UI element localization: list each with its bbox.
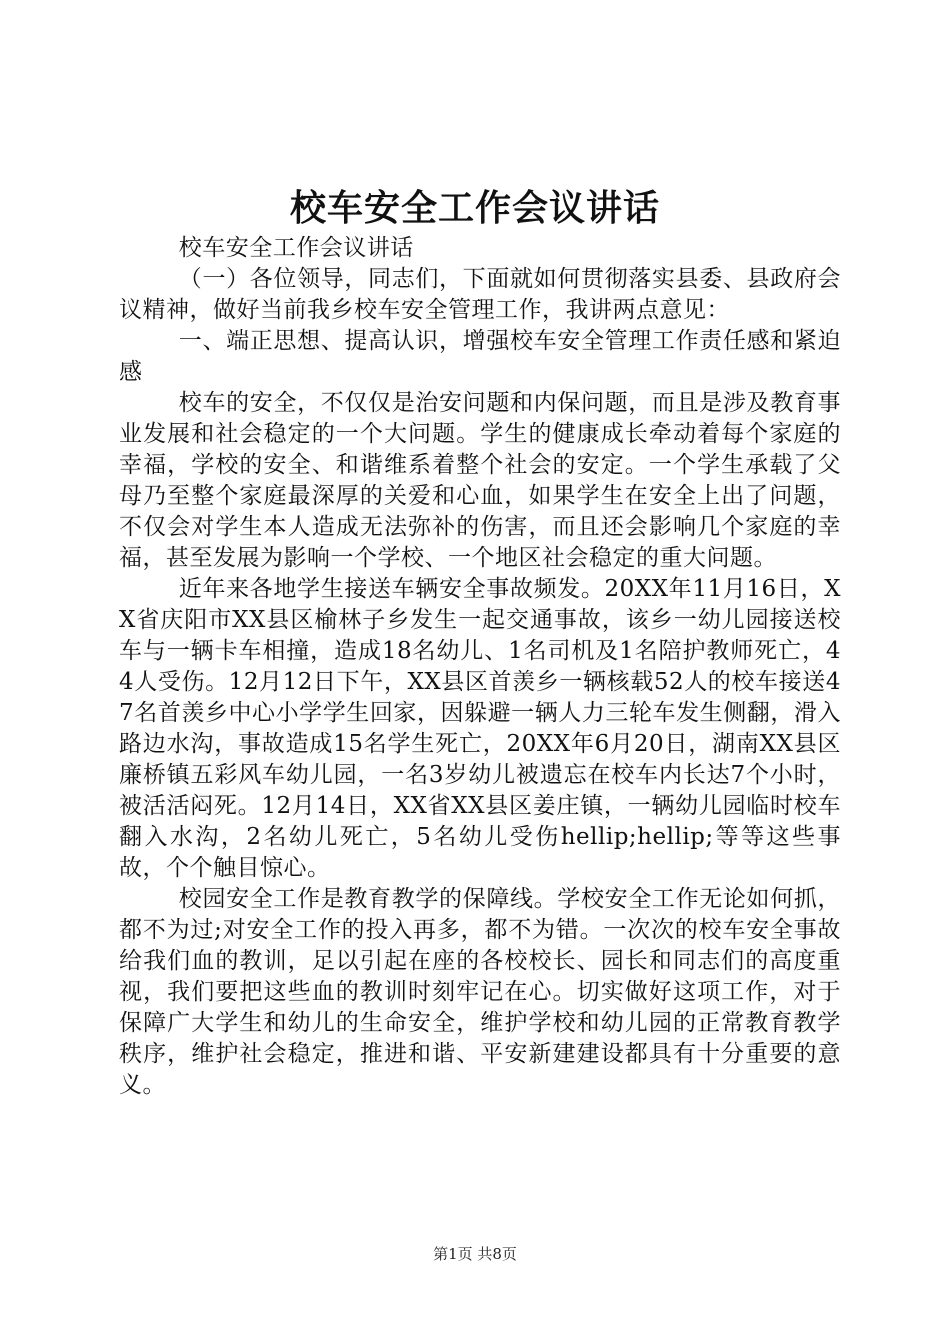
paragraph-opening: （一）各位领导，同志们，下面就如何贯彻落实县委、县政府会议精神，做好当前我乡校车安全管理工作，我讲两点意见： bbox=[119, 266, 841, 323]
paragraph-subtitle: 校车安全工作会议讲话 bbox=[178, 235, 414, 261]
paragraph-importance: 校车的安全，不仅仅是治安问题和内保问题，而且是涉及教育事业发展和社会稳定的一个大问题。学生的健康成长牵动着每个家庭的幸福，学校的安全、和谐维系着整个社会的安定。一个学生承载了父母乃至整个家庭最深厚的关爱和心血，如果学生在安全上出了问题，不仅会对学生本人造成无法弥补的伤害，而且还会影响几个家庭的幸福，甚至发展为影响一个学校、一个地区社会稳定的重大问题。 bbox=[119, 390, 841, 571]
paragraph-safety-line: 校园安全工作是教育教学的保障线。学校安全工作无论如何抓，都不为过;对安全工作的投入再多，都不为错。一次次的校车安全事故给我们血的教训，足以引起在座的各校校长、园长和同志们的高度重视，我们要把这些血的教训时刻牢记在心。切实做好这项工作，对于保障广大学生和幼儿的生命安全，维护学校和幼儿园的正常教育教学秩序，维护社会稳定，推进和谐、平安新建建设都具有十分重要的意义。 bbox=[119, 886, 841, 1098]
document-body bbox=[119, 233, 841, 1101]
section-heading: 一、端正思想、提高认识，增强校车安全管理工作责任感和紧迫感 bbox=[119, 328, 841, 385]
document-title: 校车安全工作会议讲话 bbox=[289, 187, 660, 229]
paragraph-accidents: 近年来各地学生接送车辆安全事故频发。20XX年11月16日，XX省庆阳市XX县区榆林子乡发生一起交通事故，该乡一幼儿园接送校车与一辆卡车相撞，造成18名幼儿、1名司机及1名陪护教师死亡，44人受伤。12月12日下午，XX县区首羡乡一辆核载52人的校车接送47名首羡乡中心小学学生回家，因躲避一辆人力三轮车发生侧翻，滑入路边水沟，事故造成15名学生死亡，20XX年6月20日，湖南XX县区廉桥镇五彩风车幼儿园，一名3岁幼儿被遗忘在校车内长达7个小时，被活活闷死。12月14日，XX省XX县区姜庄镇，一辆幼儿园临时校车翻入水沟，2名幼儿死亡，5名幼儿受伤hellip;hellip;等等这些事故，个个触目惊心。 bbox=[119, 576, 841, 881]
page-number: 第1页 共8页 bbox=[433, 1245, 517, 1263]
